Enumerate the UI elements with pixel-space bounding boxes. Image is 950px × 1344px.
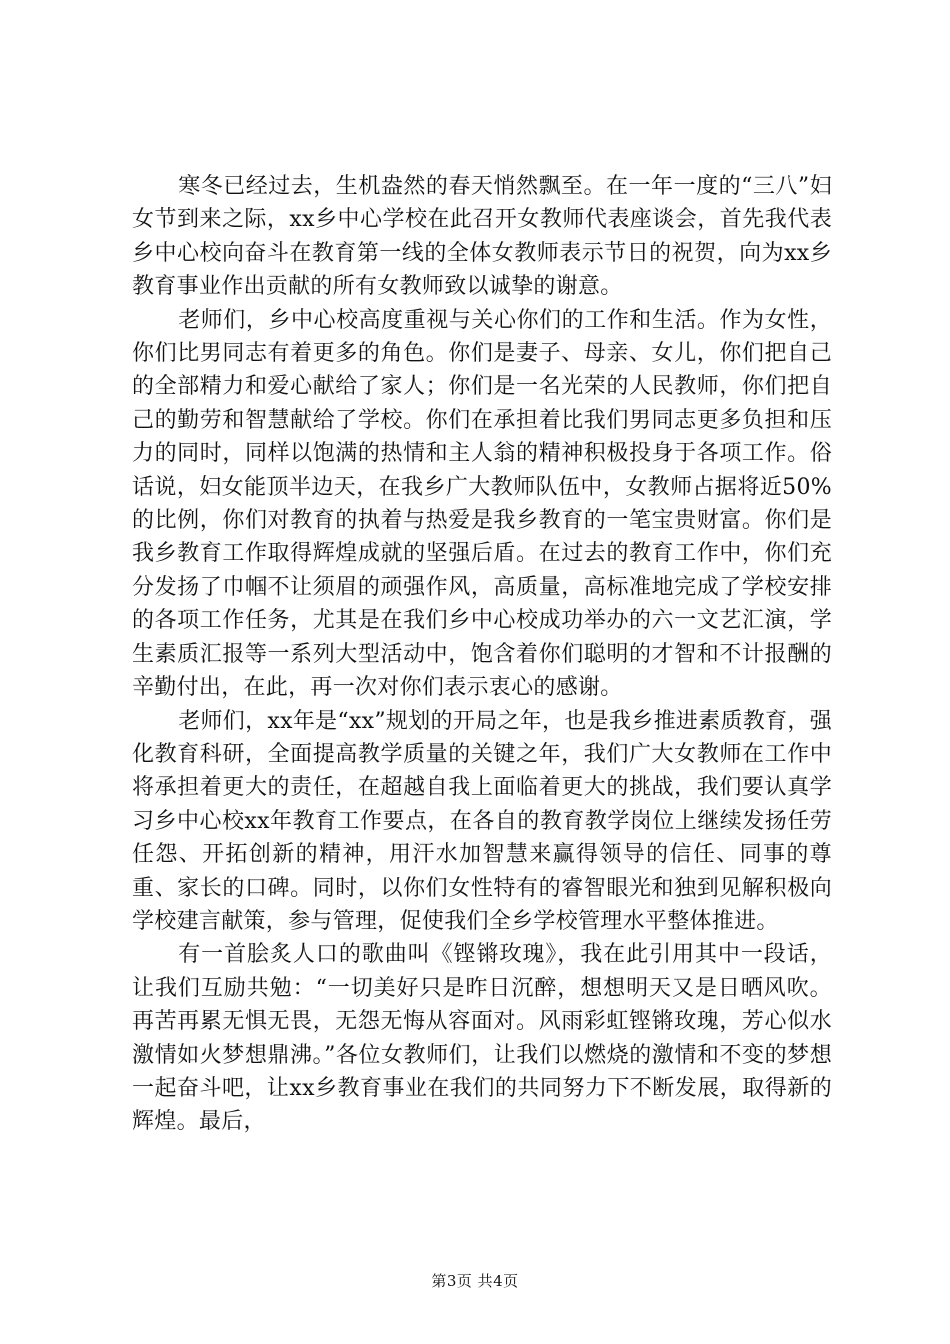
paragraph-1: 寒冬已经过去，生机盎然的春天悄然飘至。在一年一度的“三八”妇女节到来之际，xx乡中心学校在此召开女教师代表座谈会，首先我代表乡中心校向奋斗在教育第一线的全体女教师表示节日的祝贺，向为xx乡教育事业作出贡献的所有女教师致以诚挚的谢意。 [132,174,832,300]
paragraph-4: 有一首脍炙人口的歌曲叫《铿锵玫瑰》，我在此引用其中一段话，让我们互励共勉：“一切美好只是昨日沉醉，想想明天又是日晒风吹。再苦再累无惧无畏，无怨无悔从容面对。风雨彩虹铿锵玫瑰，芳心似水激情如火梦想鼎沸。”各位女教师们，让我们以燃烧的激情和不变的梦想一起奋斗吧，让xx乡教育事业在我们的共同努力下不断发展，取得新的辉煌。最后， [132,942,832,1135]
paragraph-2: 老师们，乡中心校高度重视与关心你们的工作和生活。作为女性，你们比男同志有着更多的角色。你们是妻子、母亲、女儿，你们把自己的全部精力和爱心献给了家人；你们是一名光荣的人民教师，你们把自己的勤劳和智慧献给了学校。你们在承担着比我们男同志更多负担和压力的同时，同样以饱满的热情和主人翁的精神积极投身于各项工作。俗话说，妇女能顶半边天，在我乡广大教师队伍中，女教师占据将近50%的比例，你们对教育的执着与热爱是我乡教育的一笔宝贵财富。你们是我乡教育工作取得辉煌成就的坚强后盾。在过去的教育工作中，你们充分发扬了巾帼不让须眉的顽强作风，高质量，高标准地完成了学校安排的各项工作任务，尤其是在我们乡中心校成功举办的六一文艺汇演，学生素质汇报等一系列大型活动中，饱含着你们聪明的才智和不计报酬的辛勤付出，在此，再一次对你们表示衷心的感谢。 [132,307,832,701]
document-body [132,170,832,1139]
paragraph-3: 老师们，xx年是“xx”规划的开局之年，也是我乡推进素质教育，强化教育科研，全面提高教学质量的关键之年，我们广大女教师在工作中将承担着更大的责任，在超越自我上面临着更大的挑战，我们要认真学习乡中心校xx年教育工作要点，在各自的教育教学岗位上继续发扬任劳任怨、开拓创新的精神，用汗水加智慧来赢得领导的信任、同事的尊重、家长的口碑。同时，以你们女性特有的睿智眼光和独到见解积极向学校建言献策，参与管理，促使我们全乡学校管理水平整体推进。 [132,708,832,934]
page-number-footer: 第3页 共4页 [431,1272,519,1290]
